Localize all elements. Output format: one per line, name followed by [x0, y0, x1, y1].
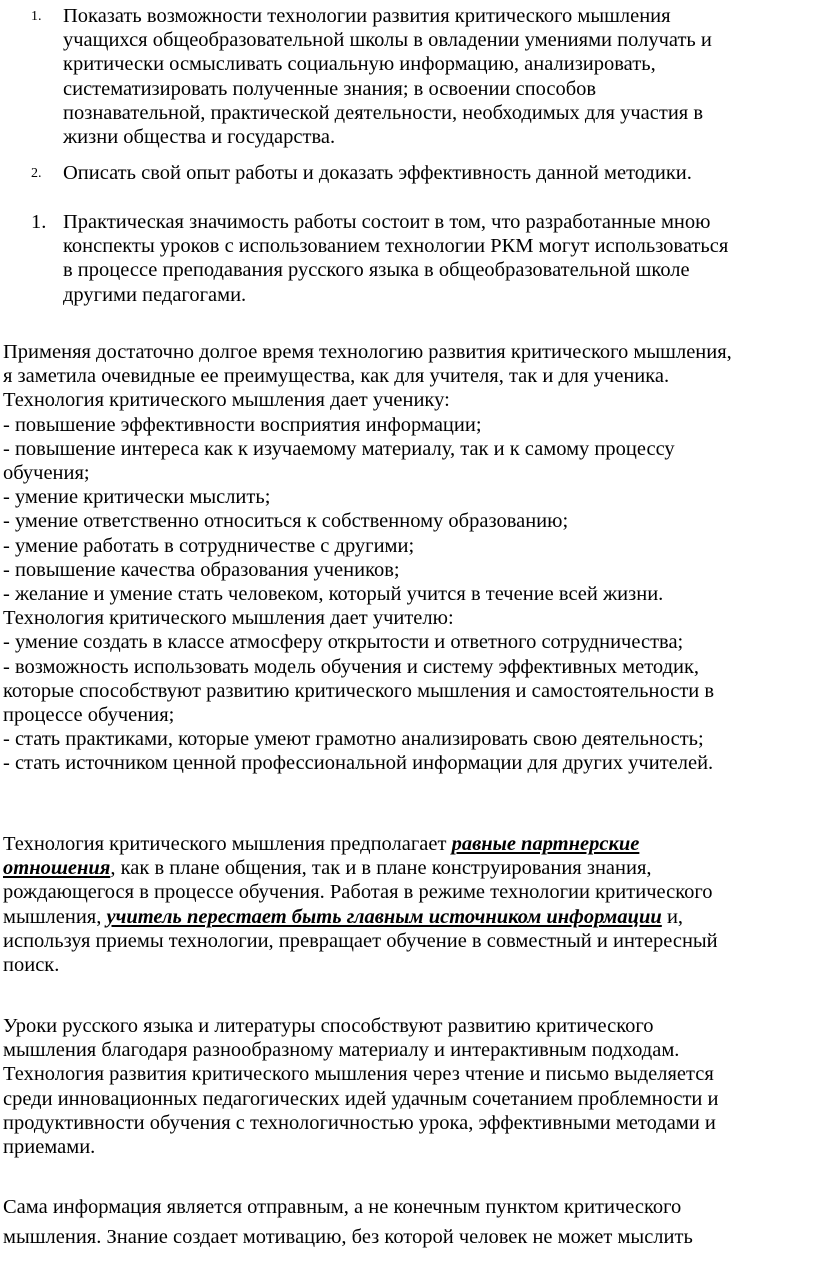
benefits-paragraph — [3, 340, 813, 776]
text-line: - возможность использовать модель обучения и систему эффективных методик, — [3, 655, 700, 678]
text-line: Технология развития критического мышления через чтение и письмо выделяется — [3, 1063, 714, 1086]
text-line: в процессе преподавания русского языка в общеобразовательной школе — [63, 259, 690, 282]
emphasis-text: учитель перестает быть главным источником информации — [106, 905, 662, 928]
text-line: мышления благодаря разнообразному материалу и интерактивным подходам. — [3, 1039, 680, 1062]
text-line — [3, 856, 813, 880]
text-line: - желание и умение стать человеком, который учится в течение всей жизни. — [3, 583, 664, 606]
text-line: Показать возможности технологии развития критического мышления — [63, 5, 671, 27]
text-line: Описать свой опыт работы и доказать эффективность данной методики. — [63, 162, 692, 184]
text-line: - умение ответственно относиться к собственному образованию; — [3, 510, 569, 533]
text-line: используя приемы технологии, превращает обучение в совместный и интересный — [3, 929, 718, 952]
text-run: и, — [661, 905, 684, 928]
list-item — [63, 210, 803, 307]
text-line: - умение создать в классе атмосферу открытости и ответного сотрудничества; — [3, 631, 684, 654]
text-line: - повышение интереса как к изучаемому материалу, так и к самому процессу — [3, 437, 675, 460]
text-line: - стать источником ценной профессиональной информации для других учителей. — [3, 752, 714, 775]
text-line: конспекты уроков с использованием технологии РКМ могут использоваться — [63, 235, 729, 258]
text-run: мышления, — [3, 905, 107, 928]
list-number: 1. — [31, 9, 42, 24]
text-line: продуктивности обучения с технологичностью урока, эффективными методами и — [3, 1111, 716, 1134]
text-line: жизни общества и государства. — [63, 126, 336, 149]
text-line — [3, 832, 813, 856]
text-line — [3, 905, 813, 929]
information-paragraph — [3, 1193, 813, 1252]
text-line: - повышение эффективности восприятия информации; — [3, 413, 482, 436]
text-line: другими педагогами. — [63, 283, 247, 306]
text-line: Технология критического мышления дает учителю: — [3, 607, 454, 630]
text-line: я заметила очевидные ее преимущества, как для учителя, так и для ученика. — [3, 365, 670, 388]
text-line: которые способствуют развитию критического мышления и самостоятельности в — [3, 679, 715, 702]
emphasis-text: равные партнерские — [451, 833, 640, 855]
text-run: , как в плане общения, так и в плане конструирования знания, — [110, 857, 652, 880]
list-number: 1. — [31, 211, 47, 233]
text-line: - стать практиками, которые умеют грамотно анализировать свою деятельность; — [3, 728, 704, 751]
text-line: познавательной, практической деятельности, необходимых для участия в — [63, 101, 704, 124]
text-line: - умение критически мыслить; — [3, 486, 271, 509]
text-line: Применяя достаточно долгое время технологию развития критического мышления, — [3, 341, 732, 363]
text-line: среди инновационных педагогических идей удачным сочетанием проблемности и — [3, 1087, 719, 1110]
text-line: критически осмысливать социальную информацию, анализировать, — [63, 53, 656, 76]
text-line: приемами. — [3, 1136, 96, 1159]
text-line: Практическая значимость работы состоит в том, что разработанные мною — [63, 211, 711, 233]
text-line: мышления. Знание создает мотивацию, без которой человек не может мыслить — [3, 1225, 693, 1248]
lessons-paragraph — [3, 1014, 813, 1159]
text-line: Сама информация является отправным, а не конечным пунктом критического — [3, 1196, 682, 1218]
text-line: процессе обучения; — [3, 704, 175, 727]
text-line: Технология критического мышления дает ученику: — [3, 389, 450, 412]
text-line: учащихся общеобразовательной школы в овладении умениями получать и — [63, 29, 712, 52]
text-line: рождающегося в процессе обучения. Работая в режиме технологии критического — [3, 881, 713, 904]
partnership-paragraph — [3, 832, 813, 977]
text-line: систематизировать полученные знания; в освоении способов — [63, 77, 597, 100]
text-line: обучения; — [3, 462, 90, 485]
text-line: поиск. — [3, 954, 60, 977]
text-line: - умение работать в сотрудничестве с другими; — [3, 534, 415, 557]
text-line: - повышение качества образования учеников; — [3, 558, 400, 581]
list-item — [63, 161, 803, 185]
list-item — [63, 4, 803, 149]
emphasis-text: отношения — [3, 857, 111, 880]
list-number: 2. — [31, 166, 42, 181]
text-line: Уроки русского языка и литературы способствуют развитию критического — [3, 1015, 654, 1037]
text-run: Технология критического мышления предполагает — [3, 833, 452, 855]
